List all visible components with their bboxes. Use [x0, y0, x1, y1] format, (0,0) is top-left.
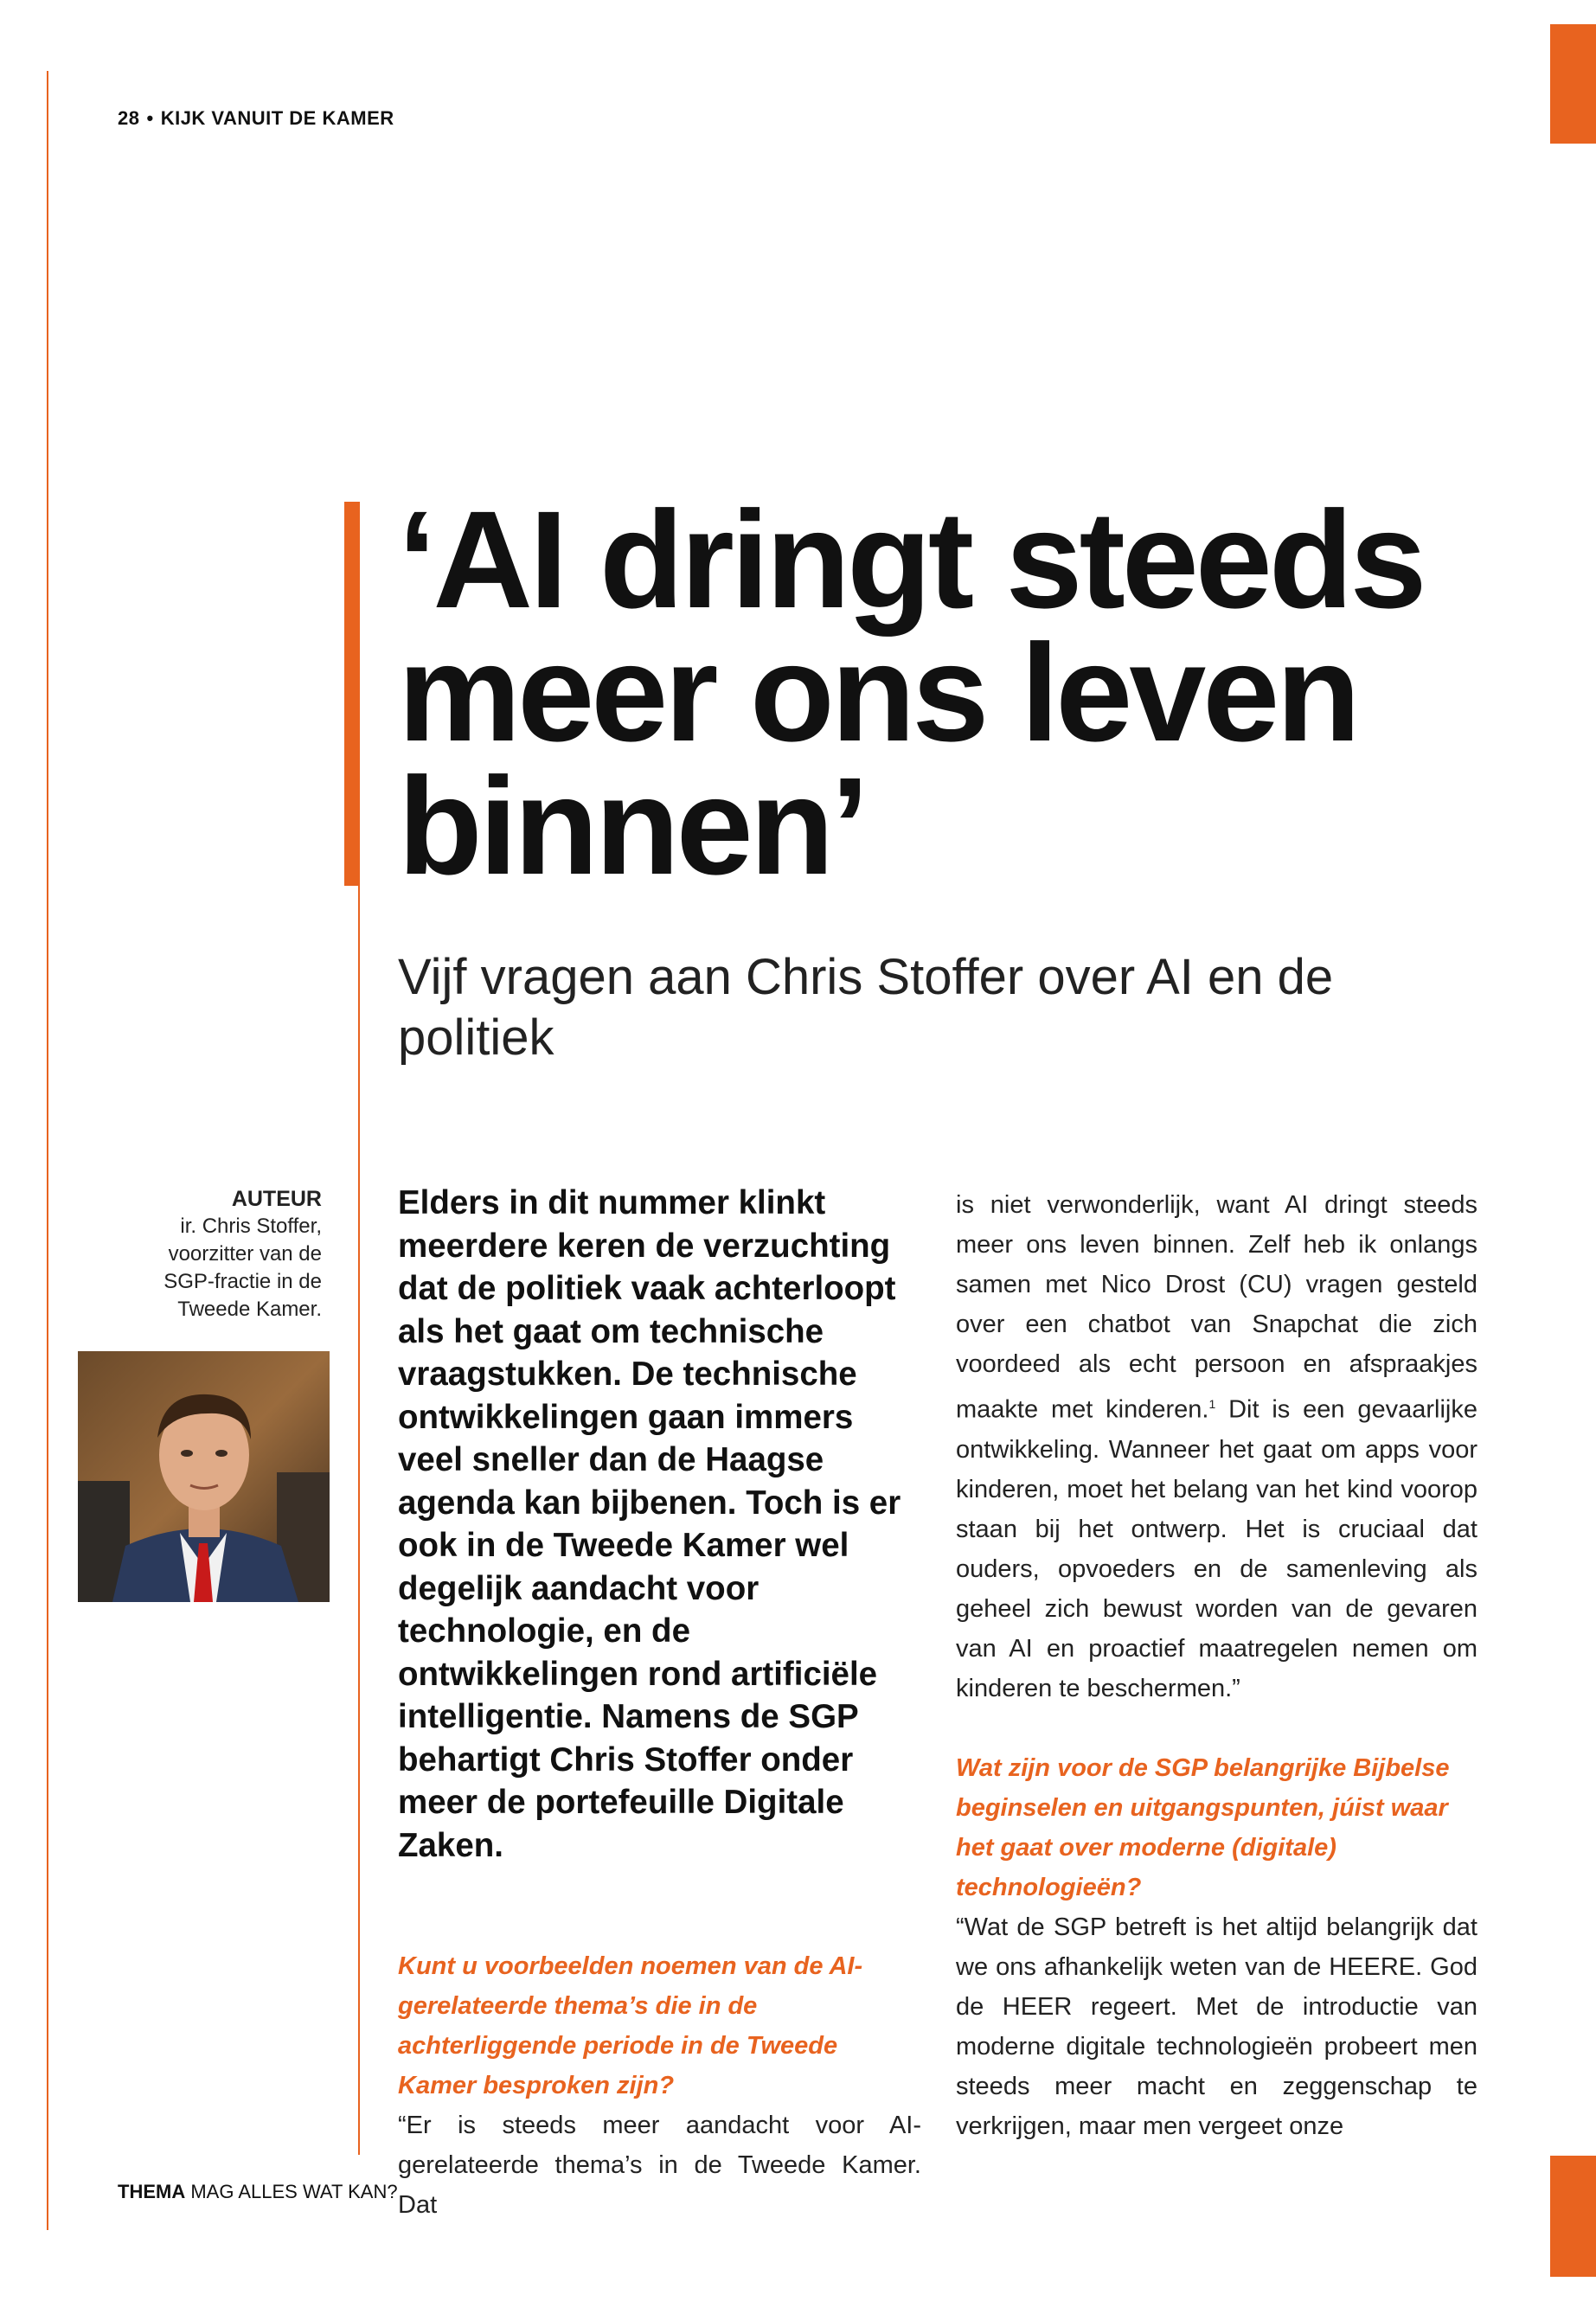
question-heading: Kunt u voorbeelden noemen van de AI-gerelateerde thema’s die in de achterliggende periode in de Tweede Kamer besproken zijn?	[398, 1952, 863, 2099]
question-heading: Wat zijn voor de SGP belangrijke Bijbelse beginselen en uitgangspunten, júist waar het gaat over moderne (digitale) technologieën?	[956, 1753, 1450, 1901]
author-line: Tweede Kamer.	[177, 1298, 322, 1321]
author-line: voorzitter van de	[168, 1242, 322, 1266]
footer-theme-title: MAG ALLES WAT KAN?	[190, 2181, 398, 2202]
article-title: ‘AI dringt steeds meer ons leven binnen’	[398, 482, 1424, 903]
section-label: KIJK VANUIT DE KAMER	[160, 107, 394, 129]
top-accent-tab	[1550, 24, 1596, 144]
page-number: 28	[118, 107, 140, 129]
title-accent-bar	[344, 502, 360, 886]
author-photo	[78, 1351, 330, 1602]
answer-paragraph: “Er is steeds meer aandacht voor AI-gerelateerde thema’s in de Tweede Kamer. Dat	[398, 2112, 921, 2219]
article-subtitle: Vijf vragen aan Chris Stoffer over AI en de politiek	[398, 949, 1334, 1066]
author-block	[52, 1185, 322, 1324]
intro-paragraph: Elders in dit nummer klinkt meerdere keren de verzuchting dat de politiek vaak achterloopt als het gaat om technische vraagstukken. De technische ontwikkelingen gaan immers veel sneller dan de Haagse agenda kan bijbenen. Toch is er ook in de Tweede Kamer wel degelijk aandacht voor technologie, en de ontwikkelingen rond artificiële intelligentie. Namens de SGP behartigt Chris Stoffer onder meer de portefeuille Digitale Zaken.	[398, 1184, 901, 1864]
footer-theme-label: THEMA	[118, 2181, 186, 2202]
author-line: SGP-fractie in de	[163, 1270, 322, 1293]
running-footer	[118, 2181, 398, 2203]
left-margin-rule	[47, 71, 48, 2230]
author-line: ir. Chris Stoffer,	[180, 1215, 322, 1238]
footnote-reference: 1	[1208, 1397, 1216, 1411]
answer-text: Dit is een gevaarlijke ontwikkeling. Wanneer het gaat om apps voor kinderen, moet het belang van het kind voorop staan bij het ontwerp. Het is cruciaal dat ouders, opvoeders en de samenleving als geheel zich bewust worden van de gevaren van AI en proactief maatregelen nemen om kinderen te beschermen.”	[956, 1395, 1477, 1702]
separator-dot: •	[146, 107, 154, 129]
bottom-accent-tab	[1550, 2156, 1596, 2277]
text-column-right	[956, 1185, 1477, 2146]
author-label: AUTEUR	[231, 1187, 322, 1211]
text-column-left	[398, 1182, 921, 2225]
answer-text: is niet verwonderlijk, want AI dringt steeds meer ons leven binnen. Zelf heb ik onlangs samen met Nico Drost (CU) vragen gesteld over een chatbot van Snapchat die zich voordeed als echt persoon en afspraakjes maakte met kinderen.	[956, 1191, 1477, 1424]
answer-paragraph: “Wat de SGP betreft is het altijd belangrijk dat we ons afhankelijk weten van de HEERE. God de HEER regeert. Met de introductie van moderne digitale technologieën probeert men steeds meer macht en zeggenschap te verkrijgen, maar men vergeet onze	[956, 1913, 1477, 2140]
answer-paragraph	[956, 1185, 1477, 1708]
running-header	[118, 107, 394, 130]
